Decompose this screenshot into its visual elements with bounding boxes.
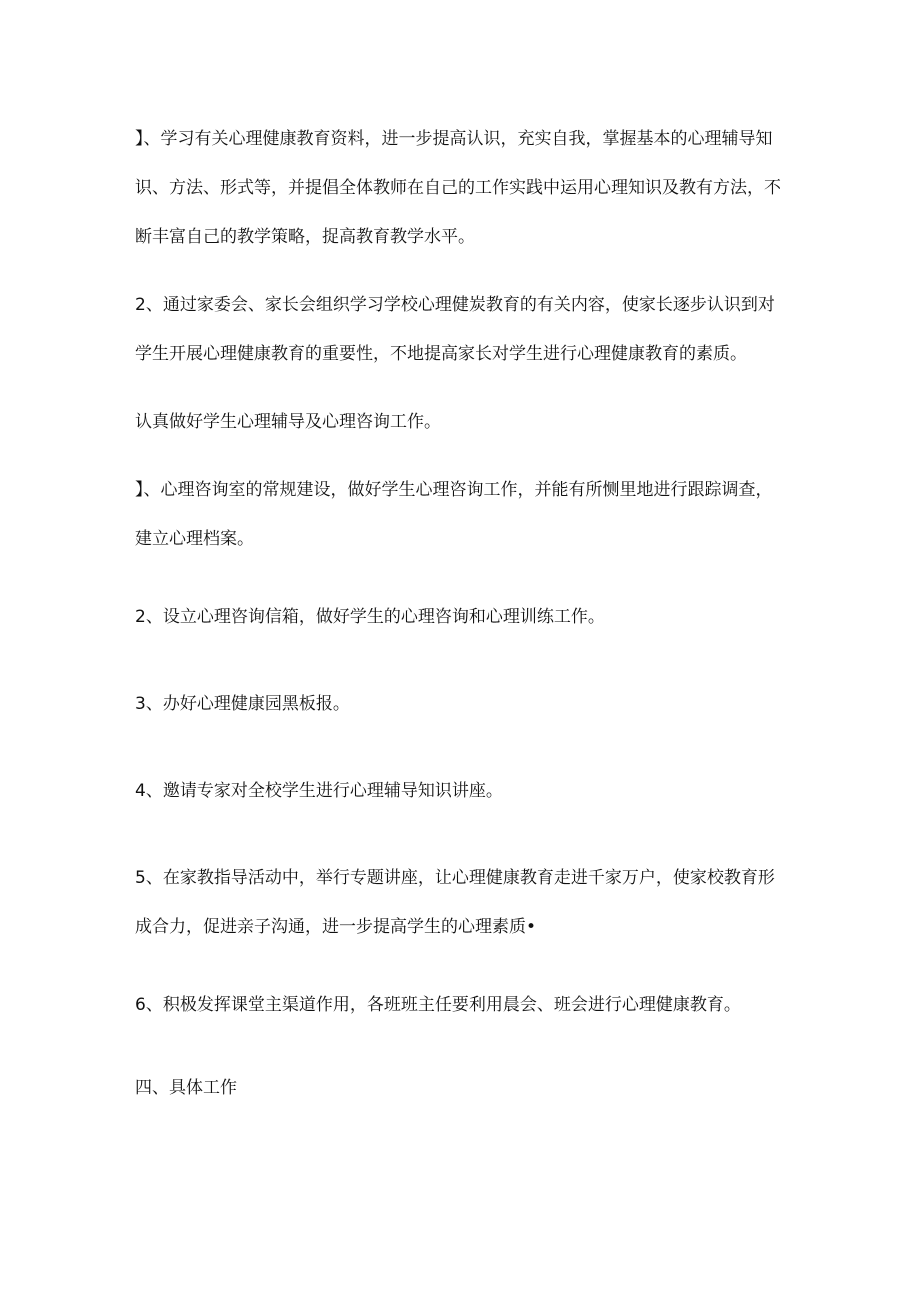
list-item-2: 2、设立心理咨询信箱，做好学生的心理咨询和心理训练工作。 (135, 607, 605, 627)
paragraph-2-line-1: 2、通过家委会、家长会组织学习学校心理健炭教育的有关内容，使家长逐步认识到对 (135, 295, 775, 315)
section-heading-specific-work: 四、具体工作 (135, 1078, 237, 1098)
list-item-5-line-1: 5、在家教指导活动中，举行专题讲座，让心理健康教育走进千家万户，使家校教育形 (135, 868, 775, 888)
list-item-6: 6、积极发挥课堂主渠道作用，各班班主任要利用晨会、班会进行心理健康教育。 (135, 995, 741, 1015)
paragraph-1-line-1: 】、学习有关心理健康教育资料，进一步提高认识，充实自我，掌握基本的心理辅导知 (135, 129, 773, 149)
paragraph-3-line-1: 】、心理咨询室的常规建设，做好学生心理咨询工作，并能有所恻里地进行跟踪调查， (135, 480, 773, 500)
paragraph-1-line-3: 断丰富自己的教学策略，捉高教育教学水平。 (135, 227, 475, 247)
list-item-3: 3、办好心理健康园黑板报。 (135, 694, 350, 714)
paragraph-3-line-2: 建立心理档案。 (135, 529, 254, 549)
paragraph-1-line-2: 识、方法、形式等，并提倡全体教师在自己的工作实践中运用心理知识及教有方法，不 (135, 178, 781, 198)
paragraph-2-line-2: 学生开展心理健康教育的重要性，不地提高家长对学生进行心理健康教育的素质。 (135, 344, 747, 364)
list-item-4: 4、邀请专家对全校学生进行心理辅导知识讲座。 (135, 781, 503, 801)
section-heading-counseling: 认真做好学生心理辅导及心理咨询工作。 (135, 412, 441, 432)
list-item-5-line-2: 成合力，促进亲子沟通，进一步提高学生的心理素质• (135, 917, 537, 937)
